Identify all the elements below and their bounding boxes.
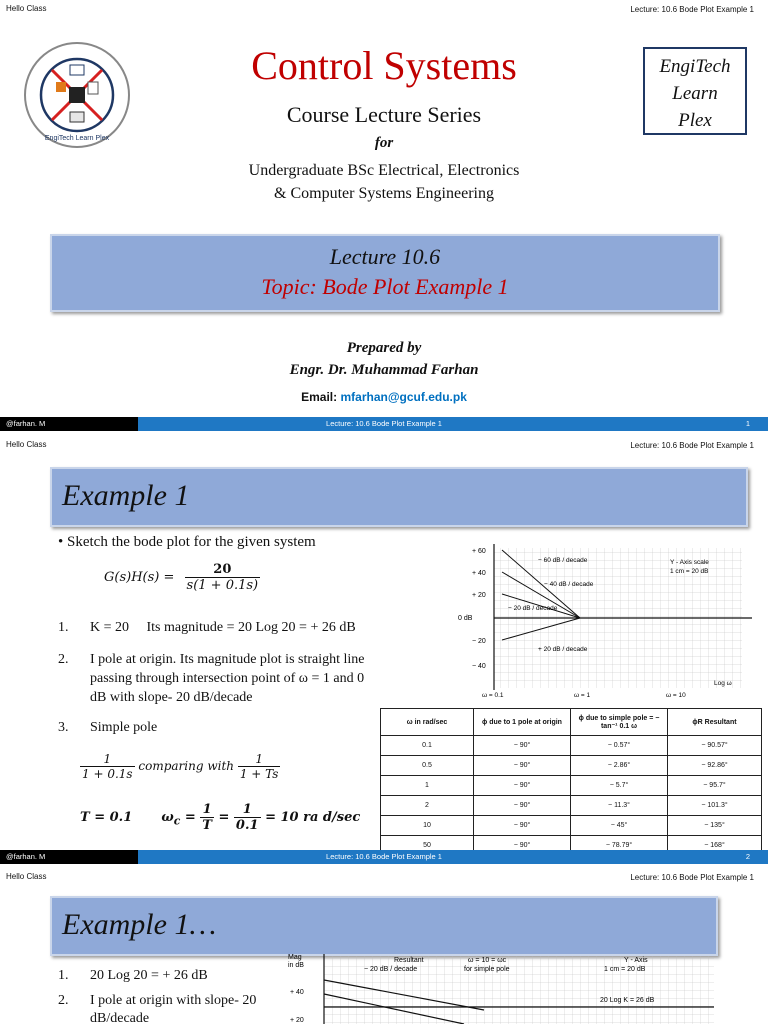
- table-row: 10 − 90° − 45° − 135°: [381, 816, 762, 836]
- footer: [0, 417, 768, 431]
- slide-3: [0, 868, 768, 1024]
- footer-left: @farhan. M: [0, 850, 138, 864]
- title-banner: [50, 896, 718, 956]
- item-2-line-1: I pole at origin. Its magnitude plot is straight line: [90, 652, 365, 667]
- slide-1: [0, 0, 768, 432]
- y-label-1: Mag: [288, 954, 302, 961]
- x-axis-label: Log ω: [714, 680, 732, 687]
- header-left: Hello Class: [6, 872, 47, 881]
- item-2-line-2: passing through intersection point of ω = 1 and 0: [90, 671, 365, 686]
- slope-label: − 20 dB / decade: [364, 966, 418, 973]
- slide-number: 1: [745, 419, 750, 428]
- scale-note-1: Y - Axis scale: [670, 559, 709, 566]
- phase-table: [380, 708, 762, 856]
- y-tick-0: 0 dB: [458, 615, 473, 622]
- header-left: Hello Class: [6, 4, 47, 13]
- slide-title: Example 1: [62, 479, 190, 512]
- item-3-text: Simple pole: [90, 720, 158, 735]
- wc-fraction-1: [200, 802, 214, 833]
- y-tick-20: + 20: [472, 592, 486, 599]
- lecture-topic: Topic: Bode Plot Example 1: [261, 274, 509, 299]
- item-2-line-3: dB with slope- 20 dB/decade: [90, 690, 253, 705]
- item-2-num: 2.: [58, 993, 69, 1008]
- logo-text: EngiTech Learn Plex: [44, 135, 110, 142]
- wc-eq: =: [184, 810, 196, 825]
- scale-note-1: Y - Axis: [624, 957, 648, 964]
- slide-title: Example 1…: [62, 908, 217, 941]
- wc-symbol: ω: [161, 810, 174, 825]
- y-tick-40: + 40: [290, 989, 304, 996]
- header-right: Lecture: 10.6 Bode Plot Example 1: [630, 873, 754, 882]
- k-label: 20 Log K = 26 dB: [600, 997, 655, 1004]
- item-1-text: K = 20 Its magnitude = 20 Log 20 = + 26 dB: [90, 620, 356, 635]
- item-2: [58, 650, 365, 707]
- footer-left: @farhan. M: [0, 417, 138, 431]
- tf-fraction: [185, 562, 261, 593]
- cmp-fraction-2: [238, 752, 281, 781]
- label-neg60: − 60 dB / decade: [538, 557, 588, 564]
- wc-eq-2: =: [218, 810, 230, 825]
- lecture-banner: [50, 234, 720, 312]
- email-link[interactable]: mfarhan@gcuf.edu.pk: [340, 390, 467, 404]
- label-neg40: − 40 dB / decade: [544, 581, 594, 588]
- brand-line-1: EngiTech: [659, 56, 731, 77]
- x-tick-1: ω = 1: [574, 692, 591, 699]
- label-neg20: − 20 dB / decade: [508, 605, 558, 612]
- bode-resultant-graph: [284, 950, 724, 1024]
- for-text: for: [374, 135, 394, 151]
- footer-center: Lecture: 10.6 Bode Plot Example 1: [326, 419, 442, 428]
- slide-2: [0, 436, 768, 868]
- item-1-num: 1.: [58, 968, 69, 983]
- scale-note-2: 1 cm = 20 dB: [670, 568, 709, 575]
- wc-subscript: c: [173, 814, 181, 828]
- footer-center: Lecture: 10.6 Bode Plot Example 1: [326, 852, 442, 861]
- wc-f1-num: 1: [200, 802, 214, 818]
- cmp-den: 1 + 0.1s: [82, 767, 133, 781]
- transfer-function: [104, 562, 260, 593]
- tf-numerator: 20: [185, 562, 261, 578]
- wc-f2-den: 0.1: [235, 818, 259, 833]
- col-pole-origin: ϕ due to 1 pole at origin: [474, 709, 571, 736]
- tf-lhs: G(s)H(s) =: [104, 570, 175, 585]
- bullet-text: Sketch the bode plot for the given system: [67, 534, 316, 550]
- brand-line-2: Learn: [672, 83, 718, 104]
- header-right: Lecture: 10.6 Bode Plot Example 1: [630, 441, 754, 450]
- email-label: Email:: [301, 390, 338, 404]
- t-value: T = 0.1: [80, 810, 133, 825]
- table-row: 50 − 90° − 78.79° − 168°: [381, 836, 762, 856]
- header-left: Hello Class: [6, 440, 47, 449]
- x-tick-10: ω = 10: [666, 692, 686, 699]
- cmp-fraction-1: [80, 752, 135, 781]
- wc-fraction-2: [234, 802, 261, 833]
- brand-line-3: Plex: [678, 110, 712, 131]
- item-1-num: 1.: [58, 620, 69, 635]
- lecture-label: Lecture 10.6: [329, 244, 441, 269]
- item-3-num: 3.: [58, 720, 69, 735]
- audience-line-2: & Computer Systems Engineering: [274, 185, 494, 202]
- col-simple-pole: ϕ due to simple pole = − tan⁻¹ 0.1 ω: [571, 709, 668, 736]
- item-3: [58, 720, 157, 736]
- table-row: 1 − 90° − 5.7° − 95.7°: [381, 776, 762, 796]
- y-tick-neg20: − 20: [472, 638, 486, 645]
- email-line: [0, 390, 768, 404]
- item-1: [58, 968, 208, 984]
- item-2-line-2: dB/decade: [90, 1011, 150, 1024]
- wc-f1-den: T: [202, 818, 212, 833]
- table-row: 2 − 90° − 11.3° − 101.3°: [381, 796, 762, 816]
- cmp-text: comparing with: [138, 759, 235, 773]
- corner-label-2: for simple pole: [464, 966, 510, 973]
- cmp2-num: 1: [238, 752, 281, 767]
- item-2: [58, 992, 256, 1024]
- slide-title: Control Systems: [251, 43, 517, 88]
- x-tick-0.1: ω = 0.1: [482, 692, 504, 699]
- brand-box: [643, 47, 747, 135]
- prepared-by: Prepared by: [346, 340, 422, 356]
- cmp2-den: 1 + Ts: [239, 767, 279, 781]
- title-banner: [50, 467, 748, 527]
- bode-magnitude-graph: [452, 544, 764, 704]
- corner-label-1: ω = 10 = ωc: [468, 957, 507, 964]
- col-resultant: ϕR Resultant: [668, 709, 762, 736]
- slide-subtitle: Course Lecture Series: [286, 102, 482, 127]
- cmp-num: 1: [80, 752, 135, 767]
- y-tick-60: + 60: [472, 548, 486, 555]
- tf-denominator: s(1 + 0.1s): [186, 578, 259, 593]
- item-2-num: 2.: [58, 652, 69, 667]
- item-2-line-1: I pole at origin with slope- 20: [90, 993, 257, 1008]
- author-name: Engr. Dr. Muhammad Farhan: [289, 362, 479, 378]
- comparison-eq: [80, 752, 280, 781]
- audience-line-1: Undergraduate BSc Electrical, Electronics: [248, 162, 520, 179]
- y-label-2: in dB: [288, 962, 304, 969]
- table-row: 0.1 − 90° − 0.57° − 90.57°: [381, 736, 762, 756]
- scale-note-2: 1 cm = 20 dB: [604, 966, 646, 973]
- item-1: [58, 620, 356, 636]
- wc-rhs: = 10 ra d/sec: [265, 810, 361, 825]
- corner-frequency-eq: [80, 802, 360, 833]
- bullet-sketch: • Sketch the bode plot for the given system: [58, 534, 316, 550]
- y-tick-20: + 20: [290, 1017, 304, 1024]
- table-row: 0.5 − 90° − 2.86° − 92.86°: [381, 756, 762, 776]
- item-1-text: 20 Log 20 = + 26 dB: [90, 968, 208, 983]
- wc-f2-num: 1: [234, 802, 261, 818]
- y-tick-neg40: − 40: [472, 663, 486, 670]
- resultant-label: Resultant: [394, 957, 424, 964]
- header-right: Lecture: 10.6 Bode Plot Example 1: [630, 5, 754, 14]
- footer: [0, 850, 768, 864]
- label-pos20: + 20 dB / decade: [538, 646, 588, 653]
- col-omega: ω in rad/sec: [381, 709, 474, 736]
- y-tick-40: + 40: [472, 570, 486, 577]
- slide-number: 2: [745, 852, 750, 861]
